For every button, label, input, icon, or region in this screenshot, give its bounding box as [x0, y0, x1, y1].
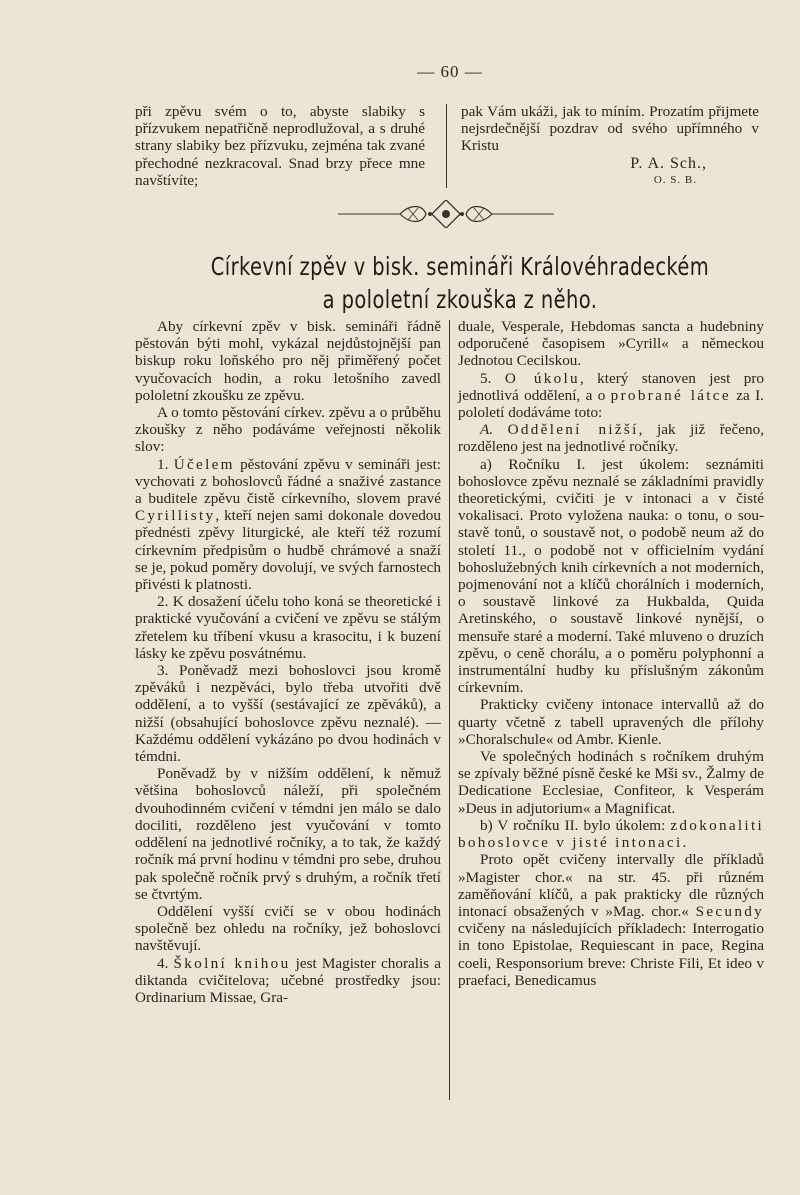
title-line-2: a pololetní zkouška z něho.	[322, 285, 598, 314]
spaced-term: O úkolu	[504, 369, 580, 387]
paragraph: 3. Poněvadž mezi bohoslovci jsou kromě zpěváků i nezpěváci, bylo třeba utvořiti dvě oddělení, a to vyšší (sestávající ze zpěváků), a nižší (obsahující bohoslovce zpěvu neznalé). — Každému oddělení vykázáno po dvou hodinách v témdni.	[135, 662, 441, 766]
text: , jak již řečeno, rozděleno jest na jednotlivé ročníky.	[458, 421, 765, 456]
number: 4.	[157, 954, 174, 972]
signature-name: P. A. Sch.,	[630, 154, 707, 172]
paragraph	[458, 817, 764, 851]
spaced-term: zdokonaliti bohoslovce v jisté intonaci	[458, 816, 764, 852]
paragraph: Aby církevní zpěv v bisk. semináři řádně pěstován býti mohl, vykázal nejdůstojnější pan biskup roku loňského pro něj přiměřený počet vyučovacích hodin, a roku letošního zavedl pololetní zkoušku ze zpěvu.	[135, 318, 441, 404]
article-title	[179, 250, 741, 316]
paragraph: Oddělení vyšší cvičí se v obou hodinách společně bez ohledu na ročníky, jež bohoslovci navštěvují.	[135, 902, 441, 955]
paragraph	[458, 421, 764, 455]
paragraph: duale, Vesperale, Hebdomas sancta a hudebniny odporučené časopisem »Cyrill« a německou Jednotou Cecilskou.	[458, 318, 764, 370]
top-left-paragraph: při zpěvu svém o to, abyste slabiky s přízvukem nepatřičně neprodlužoval, a s druhé strany slabiky bez přízvuku, zejména tak zvané přechodné nezkracoval. Snad brzy přece mne navštívíte;	[135, 103, 425, 189]
column-divider-main	[449, 320, 450, 1100]
text: za I. pololetí dodáváme toto:	[458, 386, 764, 422]
text: Proto opět cvičeny intervally dle příkladů »Magister chor.« na str. 45. při různém zaměňování klíčů, a pak prakticky dle různých intonací obsažených v »Mag. chor.«	[458, 851, 764, 920]
ornament-divider-icon	[338, 200, 554, 228]
paragraph: Ve společných hodinách s ročníkem druhým se zpívaly běžné písně české ke Mši sv., Žalmy de Dedicatione Ecclesiae, Confiteor, k Vesperám »Deus in adjutorium« a Magnificat.	[458, 748, 764, 817]
signature-order: O. S. B.	[653, 173, 697, 186]
spaced-term: Školní knihou	[173, 954, 291, 972]
section-letter: A.	[480, 421, 508, 439]
number: 1.	[157, 455, 174, 473]
text: cvičeny na následujících příkladech: Interrogatio in tono Epistolae, Requiescant in pace, Regina coeli, Responsorium breve: Christe Fili, Et ideo v praefaci, Benedicamus	[458, 920, 764, 989]
top-right-column	[461, 103, 759, 189]
spaced-term: Účelem	[173, 455, 235, 473]
number: 5.	[480, 369, 505, 387]
page-number: — 60 —	[417, 62, 483, 81]
text: b) V ročníku II. bylo úkolem:	[480, 816, 671, 834]
title-line-1: Církevní zpěv v bisk. semináři Královéhradeckém	[210, 252, 710, 281]
text: , kteří nejen sami dokonale dovedou přednésti zpěvy liturgické, ale kteří též rozumí církevním předpisům o hudbě chrámové a snaží se je, pokud poměry dovolují, ve svých farnostech přivésti k platnosti.	[135, 507, 441, 594]
paragraph	[135, 456, 441, 594]
spaced-term: probrané látce	[610, 386, 731, 404]
text: , který stanoven jest pro jednotlivá oddělení, a o	[458, 369, 765, 404]
paragraph: Prakticky cvičeny intonace intervallů až do quarty včetně z tabell upravených dle přílohy »Choralschule« od Ambr. Kienle.	[458, 696, 764, 748]
text: .	[682, 834, 687, 852]
spaced-term: Oddělení nižší	[507, 421, 639, 439]
paragraph	[458, 370, 764, 422]
paragraph: a) Ročníku I. jest úkolem: seznámiti bohoslovce zpěvu neznalé se základními pravidly theoretickými, cvičiti je v intonaci a v čisté vokalisaci. Proto vyložena nauka: o tonu, o soustavě tonů, o soustavě not, o podobě neum až do století 11., o podobě not v officielním vydání bohoslužebných knih církevních a not moderních, pojmenování not a klíčů chorálních i moderních, o soustavě linkové za Hukbalda, Quida Aretinského, o soustavě linkové nynější, o mensuře staré a moderní. Také mluveno o druzích zpěvu, o ceně chorálu, a o poměru polyphonní a instrumentální hudby ku příslušným zákonům církevním.	[458, 455, 764, 697]
left-column	[135, 318, 441, 1006]
spaced-term: Cyrillisty	[135, 507, 216, 525]
column-divider-top	[446, 104, 447, 188]
paragraph	[135, 955, 441, 1007]
text: pěstování zpěvu v semináři jest: vychovati z bohoslovců řádné a snaživé zastance a buditele zpěvu čistě církevního, slovem pravé	[135, 455, 442, 508]
paragraph	[458, 851, 764, 989]
paragraph: Poněvadž by v nižším oddělení, k němuž většina bohoslovců náleží, při společném dvouhodinném cvičení v témdni jen málo se dalo dociliti, rozděleno jest vyučování v tomto oddělení na jednotlivé ročníky, a to tak, že každý ročník má první hodinu v témdni pro sebe, druhou pak společně ročník prvý s druhým, a ročník třetí se čtvrtým.	[135, 765, 441, 903]
paragraph: 2. K dosažení účelu toho koná se theoretické i praktické vyučování a cvičení ve zpěvu se stálým zřetelem ku tříbení vkusu a krasocitu, i k buzení lásky ke zpěvu posvátnému.	[135, 593, 441, 662]
text: jest Magister choralis a diktanda cvičitelova; učebné prostředky jsou: Ordinarium Missae, Gra-	[135, 954, 441, 1006]
paragraph: A o tomto pěstování církev. zpěvu a o průběhu zkoušky z něho podáváme veřejnosti několik slov:	[135, 404, 441, 456]
spaced-term: Secundy	[695, 902, 764, 920]
right-column	[458, 318, 764, 989]
top-right-paragraph: pak Vám ukáži, jak to míním. Prozatím přijmete nejsrdečnější pozdrav od svého upřímného v Kristu	[461, 103, 759, 155]
signature	[461, 155, 759, 189]
top-left-column	[135, 103, 425, 189]
